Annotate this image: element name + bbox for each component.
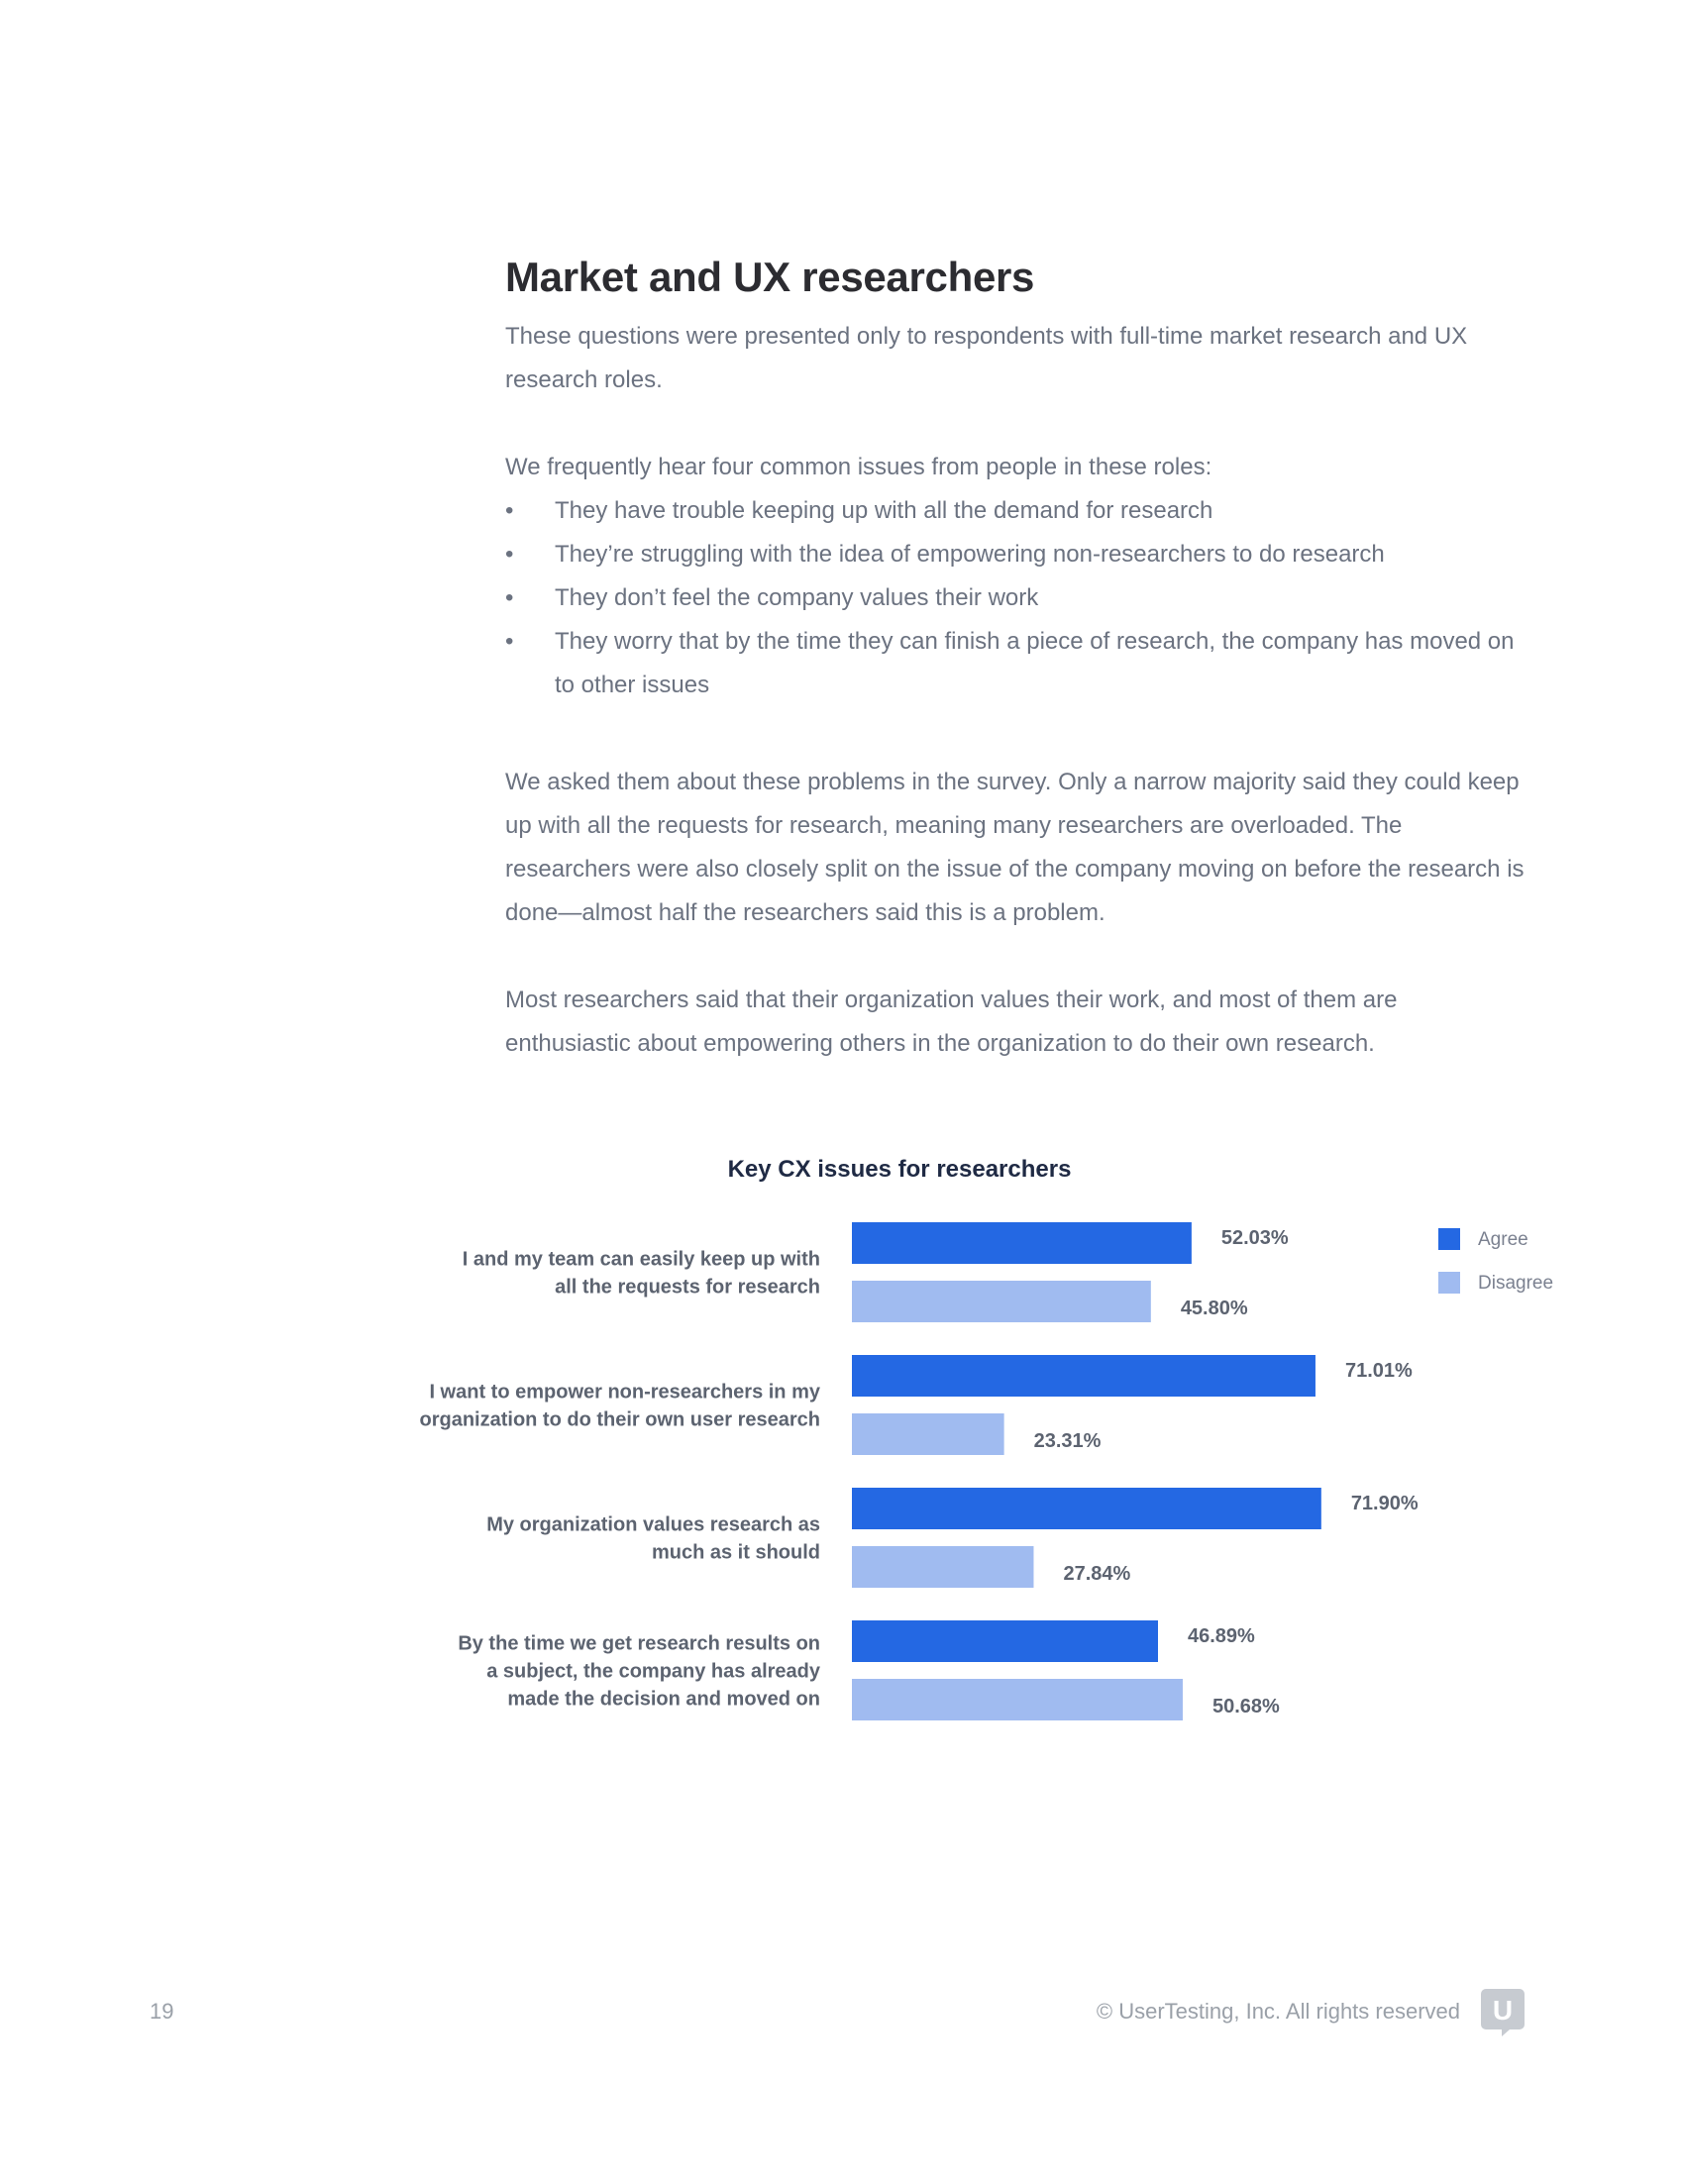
category-label: I and my team can easily keep up with xyxy=(462,1248,820,1271)
disagree-bar xyxy=(852,1679,1183,1720)
data-label: 52.03% xyxy=(1220,1227,1289,1249)
category-label: My organization values research as xyxy=(486,1513,820,1536)
intro-paragraph: These questions were presented only to respondents with full-time market research and UX research roles. xyxy=(505,323,1468,393)
legend-label: Disagree xyxy=(1478,1273,1554,1294)
agree-bar xyxy=(852,1355,1316,1397)
disagree-bar xyxy=(852,1413,1004,1455)
findings-paragraph: We asked them about these problems in the survey. Only a narrow majority said they could keep up with all the requests for research, meaning many researchers are overloaded. The researchers were also closely split on the issue of the company moving on before the research is done—almost half the researchers said this is a problem. xyxy=(505,769,1525,926)
agree-bar xyxy=(852,1222,1192,1264)
data-label: 46.89% xyxy=(1188,1625,1255,1647)
legend-swatch xyxy=(1438,1228,1460,1250)
category-label: organization to do their own user research xyxy=(419,1408,820,1431)
legend-label: Agree xyxy=(1478,1229,1528,1250)
category-label: By the time we get research results on xyxy=(458,1632,820,1655)
category-label: made the decision and moved on xyxy=(507,1688,820,1711)
copyright-text: © UserTesting, Inc. All rights reserved xyxy=(1096,1999,1460,2024)
category-label: all the requests for research xyxy=(555,1276,820,1299)
list-item-text: They worry that by the time they can finish a piece of research, the company has moved on to other issues xyxy=(555,628,1515,698)
data-label: 27.84% xyxy=(1063,1563,1131,1585)
category-label: a subject, the company has already xyxy=(486,1660,820,1683)
disagree-bar xyxy=(852,1281,1151,1322)
bullet-marker: • xyxy=(505,497,514,524)
agree-bar xyxy=(852,1488,1321,1529)
data-label: 71.01% xyxy=(1344,1360,1413,1382)
bullet-marker: • xyxy=(505,541,514,568)
bullet-marker: • xyxy=(505,584,514,611)
data-label: 71.90% xyxy=(1350,1493,1419,1514)
chart-title: Key CX issues for researchers xyxy=(727,1156,1072,1183)
category-label: much as it should xyxy=(651,1541,820,1564)
bullet-marker: • xyxy=(505,628,514,655)
page-title: Market and UX researchers xyxy=(505,254,1035,300)
list-item-text: They don’t feel the company values their work xyxy=(555,584,1039,611)
data-label: 45.80% xyxy=(1180,1298,1248,1319)
data-label: 50.68% xyxy=(1211,1696,1280,1717)
agree-bar xyxy=(852,1620,1158,1662)
list-item-text: They have trouble keeping up with all the demand for research xyxy=(555,497,1213,524)
list-item-text: They’re struggling with the idea of empowering non-researchers to do research xyxy=(555,541,1385,568)
logo-letter: U xyxy=(1492,1995,1514,2026)
data-label: 23.31% xyxy=(1033,1430,1102,1452)
category-label: I want to empower non-researchers in my xyxy=(429,1381,820,1404)
legend-swatch xyxy=(1438,1272,1460,1294)
lead-paragraph: We frequently hear four common issues from people in these roles: xyxy=(505,454,1212,480)
disagree-bar xyxy=(852,1546,1033,1588)
usertesting-logo-icon xyxy=(1480,1987,1526,2038)
summary-paragraph: Most researchers said that their organization values their work, and most of them are enthusiastic about empowering others in the organization to do their own research. xyxy=(505,987,1398,1057)
page-number: 19 xyxy=(150,1999,174,2024)
